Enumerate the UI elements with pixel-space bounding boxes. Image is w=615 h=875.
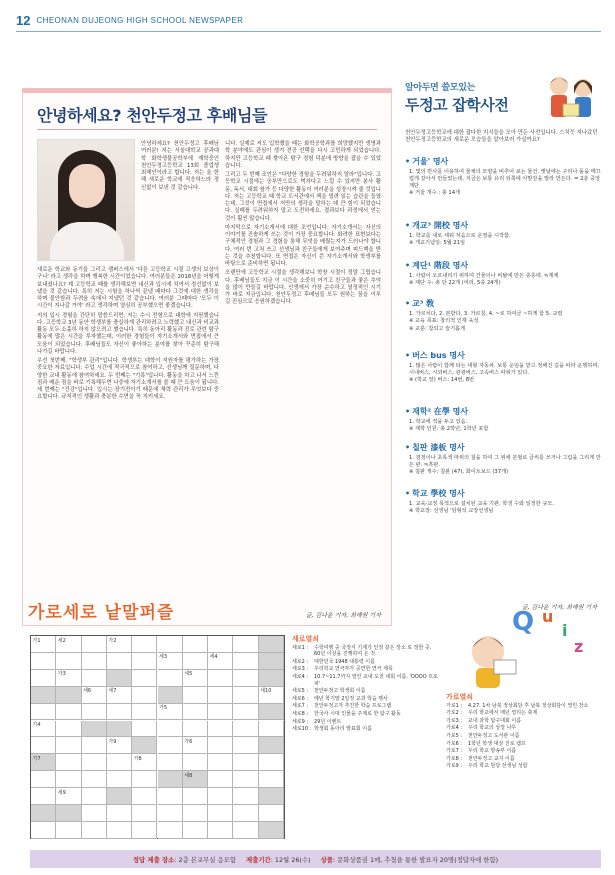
- clue-key: 세로1 :: [292, 644, 309, 651]
- footer-value: : 12월 26(수): [270, 855, 311, 864]
- crossword-cell[interactable]: [82, 704, 107, 721]
- crossword-cell[interactable]: [208, 771, 233, 788]
- entry-body: [405, 455, 601, 476]
- clue-key: 세로10 :: [292, 726, 312, 733]
- crossword-clue-number: 가9: [108, 738, 117, 745]
- crossword-cell[interactable]: [183, 822, 208, 839]
- crossword-cell[interactable]: [82, 822, 107, 839]
- entry-body: [405, 501, 601, 515]
- bullet-icon: •: [405, 351, 411, 360]
- alumni-article: [22, 88, 392, 626]
- crossword-clue-number: 가4: [32, 722, 41, 728]
- crossword-clue-number: 가2: [108, 637, 117, 644]
- clue-key: 가로6 :: [446, 740, 463, 747]
- crossword-cell[interactable]: [31, 771, 56, 788]
- article-title: 안녕하세요? 천안두정고 후배님들: [37, 106, 268, 125]
- clue-item: [292, 674, 438, 687]
- clue-text: 우리 학교 담당 선생님 성함: [468, 763, 528, 770]
- entry-head: 학교 學校 명사: [412, 489, 465, 498]
- crossword-cell[interactable]: [259, 653, 284, 670]
- crossword-clue-number: 가1: [32, 637, 41, 644]
- horizontal-clues: [446, 694, 602, 771]
- crossword-grid: [30, 635, 285, 839]
- crossword-cell[interactable]: [107, 822, 132, 839]
- dictionary-subtitle: 알아두면 쓸모있는: [405, 83, 475, 93]
- entry-head: 칠판 漆板 명사: [412, 443, 465, 452]
- svg-text:u: u: [542, 607, 554, 626]
- clue-text: 우리 학교 방송부 이름: [468, 748, 517, 755]
- crossword-cell[interactable]: [233, 653, 258, 670]
- crossword-cell[interactable]: [56, 687, 81, 704]
- clue-key: 가로3 :: [446, 717, 463, 724]
- clue-key: 세로2 :: [292, 658, 309, 665]
- clue-text: 우리 학교의 상징 나무: [468, 725, 517, 732]
- paragraph: 저의 입시 경험을 간단히 말씀드리면, 저는 수시 전형으로 대학에 지원했습니다. 고등학교 3년 동안 학생부를 충실하게 관리하려고 노력했고 내신과 비교과 활동 모두 소홀히 하지 않으려고 했습니다. 특히 동아리 활동과 진로 관련 탐구 활동에 많은 시간을 투자했는데, 이러한 경험들이 자기소개서와 면접에서 큰 도움이 되었습니다. 후배님들도 자신이 좋아하는 분야를 찾아 꾸준히 탐구해 나가길 바랍니다.: [37, 312, 219, 355]
- clue-item: [446, 710, 602, 717]
- crossword-cell[interactable]: [82, 771, 107, 788]
- clue-item: [292, 711, 438, 718]
- page-header: [16, 10, 601, 32]
- svg-text:i: i: [562, 621, 568, 640]
- entry-line: ※ (학교 앞) 버스: 14번, 8번: [409, 377, 475, 384]
- entry-blackboard: [405, 442, 601, 477]
- article-top-bar: [23, 89, 391, 93]
- bullet-icon: •: [405, 261, 411, 270]
- crossword-cell[interactable]: [107, 788, 132, 805]
- crossword-cell[interactable]: [158, 788, 183, 805]
- clue-text: 교내 과학 탐구대회 이름: [468, 717, 522, 724]
- crossword-cell[interactable]: [183, 687, 208, 704]
- clue-text: 천안두정고가 추진한 학습 프로그램: [314, 703, 392, 710]
- crossword-cell[interactable]: [208, 822, 233, 839]
- crossword-cell[interactable]: [132, 771, 157, 788]
- dictionary-byline: 글, 김나윤 기자, 최예원 기자: [521, 604, 597, 611]
- crossword-cell[interactable]: [208, 754, 233, 771]
- crossword-cell[interactable]: [132, 670, 157, 687]
- dictionary-intro: 천안두정고등학교에 대한 잡다한 지식들을 모아 만든 사전입니다. 스치듯 지나갔던 천안두정고등학교의 새로운 모습들을 알아보러 가실까요?: [405, 130, 598, 143]
- crossword-cell[interactable]: [233, 670, 258, 687]
- clue-text: 수학여행 중 국정식 기계가 인정 같은 장소 로 정한 곳, 60년 이상을 진행하여 온 것.: [314, 644, 432, 658]
- entry-education: [405, 298, 601, 333]
- crossword-clue-number: 가8: [133, 755, 142, 762]
- clue-item: [446, 725, 602, 732]
- crossword-cell[interactable]: [31, 822, 56, 839]
- clue-item: [292, 703, 438, 710]
- clue-text: 학생회 동아리 발표회 이름: [314, 726, 372, 733]
- crossword-cell[interactable]: [259, 754, 284, 771]
- crossword-cell[interactable]: [233, 687, 258, 704]
- entry-line: ※ 재학 인원: 총 2학년, 1학년 포함: [409, 426, 489, 433]
- crossword-cell[interactable]: [158, 754, 183, 771]
- clue-key: 세로5 :: [292, 688, 309, 695]
- crossword-cell[interactable]: [158, 670, 183, 687]
- crossword-title: 가로세로 낱말퍼즐: [28, 603, 175, 623]
- crossword-cell[interactable]: [56, 721, 81, 738]
- paragraph: 그리고 두 번째 조언은 "다양한 경험을 두려워하지 말라"입니다. 고등학교 시절에는 공부만으로도 벅차다고 느낄 수 있지만 봉사 활동, 독서, 대회 참가 등 다양한 활동이 여러분을 성장시켜 줄 것입니다. 저는 고등학교 때 학교 도서관에서 책을 빌려 읽는 습관을 들였는데, 그것이 면접에서 저만의 생각을 말하는 데 큰 힘이 되었습니다. 실패를 두려워하지 말고 도전하세요. 결과보다 과정에서 얻는 것이 훨씬 많습니다.: [225, 172, 381, 222]
- crossword-cell[interactable]: [132, 687, 157, 704]
- clue-text: 우리학교 연극부가 공연한 연극 제목: [314, 666, 393, 673]
- crossword-cell[interactable]: [233, 788, 258, 805]
- article-byline: 글, 김나윤 기자, 최예원 기자: [305, 612, 381, 619]
- crossword-cell[interactable]: [31, 737, 56, 754]
- clue-key: 가로8 :: [446, 755, 463, 762]
- clue-item: [292, 688, 438, 695]
- crossword-cell[interactable]: [107, 721, 132, 738]
- crossword-clue-number: 가6: [184, 738, 193, 745]
- entry-line: ※ 교훈: 참되고 슬기롭게: [409, 325, 466, 332]
- crossword-cell[interactable]: [107, 670, 132, 687]
- clue-key: 세로8 :: [292, 710, 309, 717]
- clue-key: 가로5 :: [446, 732, 463, 739]
- clue-key: 가로7 :: [446, 748, 463, 755]
- crossword-cell[interactable]: [132, 822, 157, 839]
- entry-line: 1. 교육·교정 목적으로 설치된 교육 기관. 학생 수와 일정한 규모.: [409, 501, 555, 507]
- crossword-cell[interactable]: [208, 670, 233, 687]
- footer-value: : 문화상품권 1매, 추첨을 통한 발표자 20명(정답자에 한함): [332, 855, 499, 864]
- crossword-cell[interactable]: [56, 704, 81, 721]
- crossword-cell[interactable]: [158, 636, 183, 653]
- dictionary-title: 두정고 잡학사전: [405, 96, 509, 114]
- entry-enrollment: [405, 406, 601, 434]
- clue-key: 세로6 :: [292, 695, 309, 702]
- crossword-cell[interactable]: [183, 721, 208, 738]
- crossword-cell[interactable]: [31, 653, 56, 670]
- paragraph: 마지막으로 자기소개서에 대한 조언입니다. 자기소개서는 자신의 이야기를 진솔하게 쓰는 것이 가장 중요합니다. 화려한 표현보다는 구체적인 경험과 그 경험을 통해 무엇을 배웠는지가 드러나야 합니다. 여러 번 고쳐 쓰고 선생님과 친구들에게 보여주며 피드백을 받는 것을 추천합니다. 또 면접은 자신이 쓴 자기소개서와 학생부를 바탕으로 준비하면 됩니다.: [225, 224, 381, 267]
- author-photo: [37, 139, 135, 261]
- crossword-cell[interactable]: [233, 754, 258, 771]
- entry-body: [405, 311, 601, 333]
- clue-text: 1학년 학생 대상 진로 캠프: [468, 740, 526, 747]
- crossword-cell[interactable]: [31, 704, 56, 721]
- clue-text: 4.27. 1차 남북 정상회담 후 남북 정상회담이 열린 장소: [468, 702, 589, 709]
- clue-text: 천안두정고 교지 이름: [468, 755, 515, 762]
- clue-item: [446, 748, 602, 755]
- clue-text: 천안두정고 학생회 이름: [314, 688, 366, 695]
- entry-line: 1. 많은 사람이 함께 타는 대형 자동차. 보통 운임을 받고 정해진 길을 따라 운행하며, 시내버스, 시외버스, 관광버스, 고속버스 따위가 있다.: [409, 363, 600, 376]
- entry-line: ※ 학교장: 선생님 '임형석 교장선생님: [409, 508, 494, 515]
- clue-item: [446, 763, 602, 770]
- crossword-clue-number: 세6: [83, 688, 92, 695]
- clue-item: [446, 703, 602, 710]
- crossword-clue-number: 세3: [159, 654, 168, 661]
- entry-body: [405, 273, 601, 287]
- crossword-clue-number: 세4: [209, 654, 218, 661]
- entry-line: 1. 학교에 적을 두고 있음.: [409, 419, 468, 425]
- crossword-cell[interactable]: [233, 721, 258, 738]
- entry-line: ※ 칠판 개수: 칠판 (47), 화이트보드 (37개): [409, 469, 509, 476]
- horizontal-clues-heading: 가로열쇠: [446, 693, 474, 701]
- entry-line: ※ 거울 개수 : 총 14개: [409, 190, 461, 197]
- crossword-clue-number: 세10: [260, 688, 272, 695]
- crossword-cell[interactable]: [208, 687, 233, 704]
- crossword-cell[interactable]: [82, 788, 107, 805]
- crossword-cell[interactable]: [183, 754, 208, 771]
- clue-item: [292, 645, 438, 658]
- crossword-cell[interactable]: [158, 822, 183, 839]
- clue-text: 매년 학기말 2일정 교과 학습 행사: [314, 695, 388, 702]
- crossword-cell[interactable]: [132, 737, 157, 754]
- clue-item: [292, 696, 438, 703]
- bullet-icon: •: [405, 443, 411, 452]
- clue-item: [446, 741, 602, 748]
- clue-text: 대한민국 1948 대통령 이름: [314, 658, 375, 665]
- crossword-cell[interactable]: [132, 704, 157, 721]
- clue-key: 세로7 :: [292, 703, 309, 710]
- entry-body: [405, 233, 601, 247]
- school-dictionary: [405, 70, 601, 626]
- crossword-cell[interactable]: [259, 636, 284, 653]
- horizontal-clue-list: [446, 703, 602, 770]
- entry-line: 1. 학교를 새로 세워 처음으로 운영을 시작함.: [409, 233, 511, 239]
- crossword-cell[interactable]: [107, 754, 132, 771]
- crossword-cell[interactable]: [233, 805, 258, 822]
- paragraph: 우선 첫번째, "학생부 관리"입니다. 학생부는 대학이 지원자를 평가하는 가장 중요한 자료입니다. 수업 시간에 적극적으로 참여하고, 선생님께 질문하며, 다양한 교내 활동에 참여하세요. 두 번째는 "기록"입니다. 활동을 하고 나서 느낀 점과 배운 점을 바로 기록해두면 나중에 자기소개서를 쓸 때 큰 도움이 됩니다. 세 번째는 "건강"입니다. 입시는 장기전이기 때문에 체력 관리가 무엇보다 중요합니다. 규칙적인 생활과 충분한 수면을 꼭 지키세요.: [37, 358, 219, 401]
- paragraph: 오랜만에 고등학교 시절을 생각해보니 학창 시절이 정말 그립습니다. 후배님들도 지금 이 시간을 소중히 여기고 친구들과 좋은 추억을 많이 만들길 바랍니다. 인생에서 가장 순수하고 열정적인 시기가 바로 지금입니다. 천안두정고 후배님들 모두 원하는 꿈을 이루길 진심으로 응원하겠습니다.: [225, 270, 381, 306]
- crossword-cell[interactable]: [158, 737, 183, 754]
- crossword-cell[interactable]: [82, 721, 107, 738]
- crossword-cell[interactable]: [183, 788, 208, 805]
- newspaper-name: CHEONAN DUJEONG HIGH SCHOOL NEWSPAPER: [36, 16, 244, 25]
- crossword-cell[interactable]: [208, 805, 233, 822]
- entry-bus: [405, 350, 601, 385]
- crossword-cell[interactable]: [183, 653, 208, 670]
- clue-item: [292, 666, 438, 673]
- crossword-cell[interactable]: [259, 771, 284, 788]
- crossword-cell[interactable]: [183, 704, 208, 721]
- footer-label: 정답 제출 장소: [132, 855, 175, 864]
- crossword-clue-number: 세9: [57, 789, 66, 796]
- crossword-cell[interactable]: [183, 636, 208, 653]
- clue-text: 우리 학교에서 매년 열리는 축제: [468, 710, 538, 717]
- students-illustration-icon: [541, 70, 601, 130]
- clue-key: 가로1 :: [446, 702, 463, 709]
- crossword-clue-number: 세5: [184, 671, 193, 678]
- crossword-cell[interactable]: [183, 805, 208, 822]
- clue-key: 세로9 :: [292, 718, 309, 725]
- entry-body: [405, 363, 601, 384]
- crossword-cell[interactable]: [132, 636, 157, 653]
- crossword-cell[interactable]: [233, 771, 258, 788]
- crossword-cell[interactable]: [208, 737, 233, 754]
- entry-line: 1. 가르치다, 2. 본받다, 3. 가르침, 4. ~로 하여금 ~하게 함 5. 교령: [409, 311, 563, 317]
- bullet-icon: •: [405, 489, 411, 498]
- crossword-cell[interactable]: [208, 636, 233, 653]
- entry-head: 교³ 敎: [412, 299, 435, 308]
- crossword-cell[interactable]: [158, 687, 183, 704]
- clue-text: 천안두정고 도서관 이름: [468, 732, 520, 739]
- clue-key: 세로3 :: [292, 666, 309, 673]
- vertical-clues: [292, 636, 438, 734]
- crossword-cell[interactable]: [31, 805, 56, 822]
- submission-footer: [30, 850, 601, 868]
- crossword-cell[interactable]: [107, 771, 132, 788]
- entry-line: ※ 교육 목표: 창의적 인재 육성: [409, 318, 479, 325]
- bullet-icon: •: [405, 407, 411, 416]
- crossword-clue-number: 세2: [57, 637, 66, 644]
- photo-body: [50, 222, 124, 261]
- article-column-2: [225, 141, 381, 309]
- photo-face: [69, 164, 105, 208]
- crossword-cell[interactable]: [259, 737, 284, 754]
- crossword-cell[interactable]: [31, 670, 56, 687]
- crossword-cell[interactable]: [107, 704, 132, 721]
- crossword-cell[interactable]: [56, 653, 81, 670]
- entry-head: 버스 bus 명사: [412, 351, 465, 360]
- bullet-icon: •: [405, 299, 411, 308]
- crossword-clue-number: 가5: [159, 705, 168, 712]
- crossword-cell[interactable]: [259, 805, 284, 822]
- crossword-cell[interactable]: [56, 754, 81, 771]
- crossword-cell[interactable]: [31, 788, 56, 805]
- paragraph: 안녕하세요? 천안두정고 후배님 여러분! 저는 서울대학교 공과대학 화학생물공학부에 재학중인 천안두정고등학교 13회 졸업생 최혜인이라고 합니다. 저는 올 한해 새로운 학교에 적응하느라 정신없이 보낸 것 같습니다.: [141, 141, 219, 191]
- clue-text: 한국사 시대 인물을 주제로 한 탐구 활동: [314, 710, 401, 717]
- entry-mirror: [405, 156, 601, 198]
- entry-line: ※ 개교기념일: 5월 21일: [409, 240, 466, 247]
- entry-head: 재학² 在學 명사: [412, 407, 469, 416]
- crossword-cell[interactable]: [56, 737, 81, 754]
- crossword-cell[interactable]: [259, 822, 284, 839]
- clue-key: 가로9 :: [446, 763, 463, 770]
- crossword-clue-number: 가3: [57, 671, 66, 678]
- svg-text:Q: Q: [512, 607, 535, 637]
- article-column-1: [37, 267, 219, 404]
- crossword-cell[interactable]: [82, 670, 107, 687]
- crossword-cell[interactable]: [259, 788, 284, 805]
- crossword-cell[interactable]: [82, 737, 107, 754]
- clue-item: [446, 718, 602, 725]
- article-column-1-top: [141, 141, 219, 194]
- svg-text:z: z: [574, 637, 584, 656]
- entry-head: 개교³ 開校 명사: [412, 221, 469, 230]
- crossword-cell[interactable]: [132, 721, 157, 738]
- crossword-cell[interactable]: [158, 771, 183, 788]
- clue-key: 가로2 :: [446, 710, 463, 717]
- clue-key: 가로4 :: [446, 725, 463, 732]
- clue-item: [446, 756, 602, 763]
- paragraph: 니다. 실제로 저도 입학했을 때는 화학공학과를 희망했지만 생명과학 분야에도 관심이 생겨 전공 선택을 다시 고민하게 되었습니다. 하지만 고등학교 때 쌓아온 탐구 경험 덕분에 방향을 잡을 수 있었습니다.: [225, 141, 381, 169]
- crossword-cell[interactable]: [158, 805, 183, 822]
- crossword-cell[interactable]: [233, 822, 258, 839]
- crossword-clue-number: 가7: [32, 755, 41, 762]
- crossword-cell[interactable]: [233, 737, 258, 754]
- entry-head: 계단¹ 階段 명사: [412, 261, 469, 270]
- crossword-cell[interactable]: [233, 704, 258, 721]
- entry-head: 거울' 명사: [412, 157, 449, 166]
- crossword-cell[interactable]: [82, 805, 107, 822]
- clue-text: 10.7~11.7까지 열린 교내 도전 대회 이름. 'OOOO 트로피': [314, 673, 438, 687]
- entry-line: 1. 검정이나 초록색 따위의 칠을 하여 그 위에 분필로 글씨를 쓰거나 그림을 그리게 만든 판. ≒흑판.: [409, 455, 601, 468]
- title-underline: [37, 129, 377, 130]
- crossword-cell[interactable]: [259, 721, 284, 738]
- clue-item: [446, 733, 602, 740]
- crossword-cell[interactable]: [132, 653, 157, 670]
- entry-founding: [405, 220, 601, 248]
- crossword-clue-number: 세8: [184, 772, 193, 779]
- footer-label: 제출기간: [246, 855, 271, 864]
- page-number: 12: [16, 13, 31, 28]
- clue-item: [292, 719, 438, 726]
- crossword-cell[interactable]: [31, 687, 56, 704]
- crossword-cell[interactable]: [158, 721, 183, 738]
- entry-line: 1. 빛의 반사를 이용하여 물체의 모양을 비추어 보는 물건. 옛날에는 구리나 돌을 매끄럽게 갈아서 만들었는데, 지금은 보통 유리 뒤쪽에 아말감을 발라 만든다. = 2층 중앙 계단: [409, 169, 601, 189]
- crossword-cell[interactable]: [233, 636, 258, 653]
- crossword-cell[interactable]: [107, 805, 132, 822]
- crossword-cell[interactable]: [107, 653, 132, 670]
- entry-school: [405, 488, 601, 516]
- entry-stairs: [405, 260, 601, 288]
- bullet-icon: •: [405, 221, 411, 230]
- crossword-cell[interactable]: [208, 788, 233, 805]
- crossword-cell[interactable]: [56, 805, 81, 822]
- entry-line: ※ 계단 수: 총 단 22개 (여러, 5층 24개): [409, 280, 501, 287]
- crossword-cell[interactable]: [132, 805, 157, 822]
- vertical-clue-list: [292, 645, 438, 733]
- bullet-icon: •: [405, 157, 411, 166]
- paragraph: 새로운 학교와 동기들 그리고 캠퍼스에서 '다른 고등학교 시절 고생의 보상이구나' 라고 생각을 하며 행복한 시간이었습니다. 여러분들은 2018년을 어떻게 보내셨나요? 제 고등학교 때를 생각해보면 내신과 입시에 치여서 정신없이 보냈을 것 같습니다. 특히 저는 시험을 하나씩 끝낼 때마다 그것에 대한 생각을 하며 불안함과 두려움 속에서 지냈던 것 같습니다. 여러분 그때마다 '모두 이 시간이 지나갈 거야' 라고 생각하며 열심히 공부했으면 좋겠습니다.: [37, 267, 219, 310]
- crossword-clue-number: 세7: [108, 688, 117, 695]
- crossword-cell[interactable]: [82, 653, 107, 670]
- crossword-cell[interactable]: [208, 721, 233, 738]
- entry-body: [405, 419, 601, 433]
- entry-line: 1. 사람이 오르내리기 위하여 건물이나 비탈에 만든 층층대. ≒계제: [409, 273, 559, 279]
- crossword-cell[interactable]: [208, 704, 233, 721]
- clue-item: [292, 659, 438, 666]
- quiz-illustration-icon: [450, 600, 600, 690]
- crossword-cell[interactable]: [82, 754, 107, 771]
- footer-value: : 2층 본교무실 응모함: [174, 855, 237, 864]
- crossword-cell[interactable]: [56, 771, 81, 788]
- crossword-cell[interactable]: [259, 704, 284, 721]
- clue-key: 세로4 :: [292, 673, 309, 680]
- crossword-cell[interactable]: [259, 670, 284, 687]
- clue-item: [292, 726, 438, 733]
- crossword-cell[interactable]: [56, 822, 81, 839]
- clue-text: 29년 이벤트: [314, 718, 342, 725]
- entry-body: [405, 169, 601, 197]
- vertical-clues-heading: 세로열쇠: [292, 635, 320, 643]
- crossword-cell[interactable]: [82, 636, 107, 653]
- footer-label: 상품: [320, 855, 333, 864]
- crossword-cell[interactable]: [132, 788, 157, 805]
